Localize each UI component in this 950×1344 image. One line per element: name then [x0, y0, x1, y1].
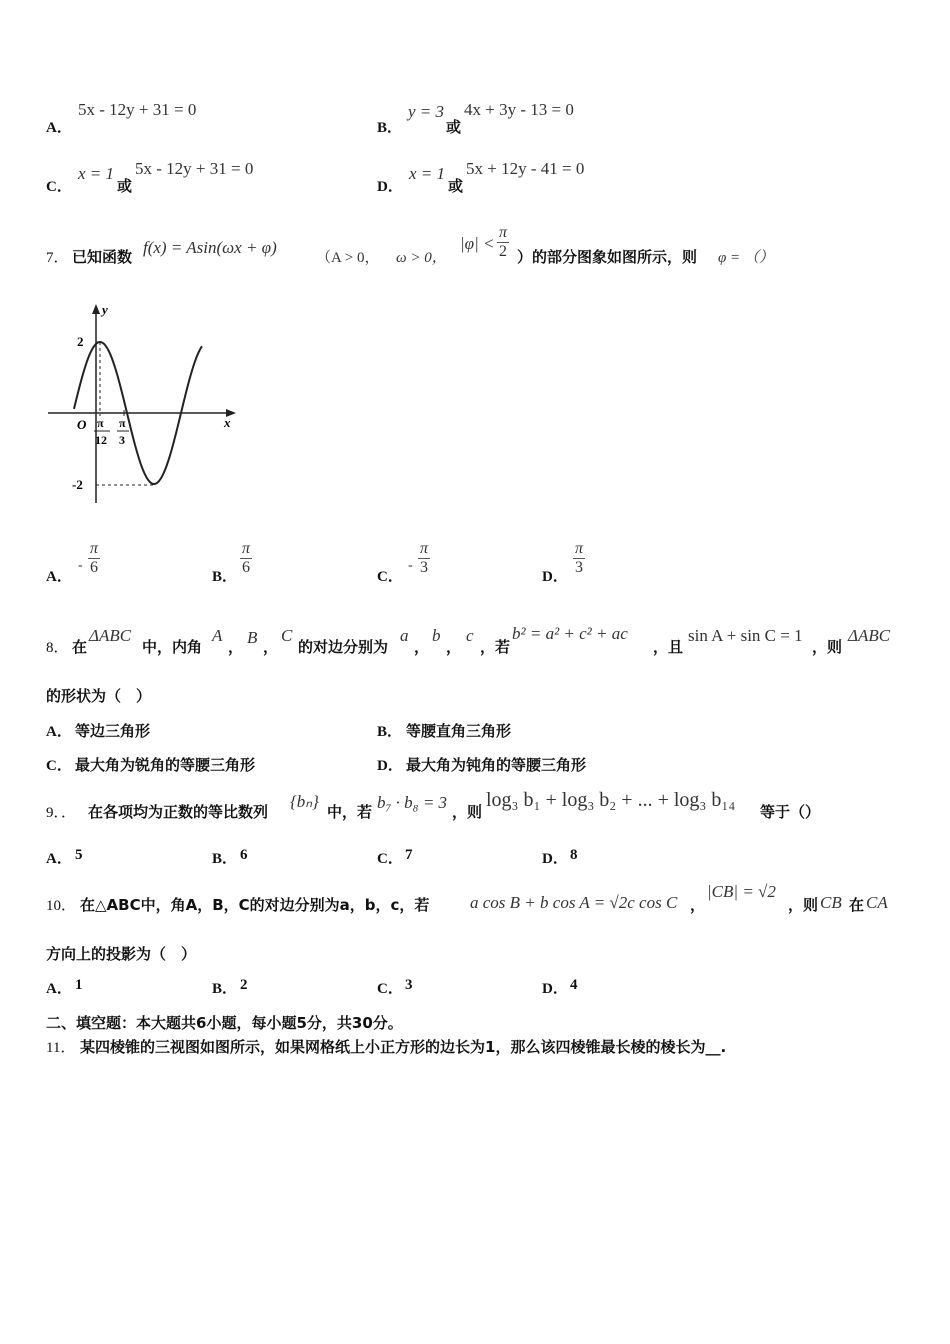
q11-text: 某四棱锥的三视图如图所示，如果网格纸上小正方形的边长为1，那么该四棱锥最长棱的棱长为__. — [80, 1038, 727, 1056]
q8-option-d-label: D． — [377, 758, 403, 774]
q7-sine-graph — [44, 298, 244, 508]
q7-cond3-fraction — [497, 224, 509, 261]
q7-cond3-den: 2 — [499, 243, 507, 260]
q10-line2: 方向上的投影为（ ） — [46, 945, 197, 963]
q6-option-c-label: C． — [46, 179, 72, 195]
q8-sep1: ， — [228, 638, 244, 656]
q7-option-c-num: π — [420, 540, 429, 557]
q7-option-c-sign: - — [408, 558, 413, 573]
q8-option-a-text: 等边三角形 — [75, 722, 151, 740]
q7-function: f(x) = Asin(ωx + φ) — [143, 238, 277, 257]
q9-text3: ，则 — [452, 803, 483, 821]
q10-option-c-text: 3 — [405, 977, 413, 993]
q7-text1: 已知函数 — [72, 248, 133, 266]
q10-option-c-label: C． — [377, 981, 403, 997]
q6-option-c-expr1: x = 1 — [78, 164, 115, 183]
q8-option-b-label: B． — [377, 724, 403, 740]
q8-side-a: a — [400, 626, 409, 645]
q7-option-d-label: D． — [542, 569, 568, 585]
q9-option-c-text: 7 — [405, 847, 413, 863]
q6-option-a-expr: 5x - 12y + 31 = 0 — [78, 100, 197, 119]
q9-option-b-text: 6 — [240, 847, 248, 863]
q7-option-d-den: 3 — [575, 559, 583, 576]
q10-vector-ca: CA — [866, 893, 888, 912]
q9-option-a-text: 5 — [75, 847, 83, 863]
q7-option-a-sign: - — [78, 558, 83, 573]
q10-equation2: |CB| = √2 — [707, 882, 776, 901]
q7-option-c-label: C． — [377, 569, 403, 585]
q6-option-d-expr1: x = 1 — [409, 164, 446, 183]
q8-option-c-text: 最大角为锐角的等腰三角形 — [75, 756, 256, 774]
q9-sequence: {bₙ} — [290, 792, 319, 811]
q6-option-b-expr1: y = 3 — [408, 102, 445, 121]
q8-side-b: b — [432, 626, 441, 645]
q8-sep4: ， — [446, 638, 462, 656]
q8-angle-b: B — [247, 628, 258, 647]
q6-option-b-label: B． — [377, 120, 403, 136]
q7-cond3: |φ| < — [460, 234, 495, 253]
q10-option-d-text: 4 — [570, 977, 578, 993]
q8-text4: ，若 — [480, 638, 511, 656]
q8-sep2: ， — [263, 638, 279, 656]
q7-option-d-num: π — [575, 540, 584, 557]
q7-cond1: （A > 0， — [316, 250, 380, 266]
q8-option-b-text: 等腰直角三角形 — [406, 722, 512, 740]
q8-angle-c: C — [281, 626, 293, 645]
q11-number: 11． — [46, 1040, 76, 1056]
q8-equation2: sin A + sin C = 1 — [688, 626, 803, 645]
q9-option-d-label: D． — [542, 851, 568, 867]
tick2-num: π — [119, 416, 126, 430]
q6-option-a-label: A． — [46, 120, 72, 136]
q8-line2: 的形状为（ ） — [46, 687, 152, 705]
x-axis-label: x — [224, 415, 231, 430]
q8-text6: ，则 — [812, 638, 843, 656]
q9-text4: 等于（） — [760, 803, 821, 821]
q7-option-c-frac — [418, 540, 430, 577]
q8-triangle: ΔABC — [89, 626, 132, 645]
q7-option-b-frac — [240, 540, 252, 577]
q10-option-b-text: 2 — [240, 977, 248, 993]
q7-text2: ）的部分图象如图所示，则 — [517, 248, 698, 266]
q8-number: 8． — [46, 640, 69, 656]
q9-option-c-label: C． — [377, 851, 403, 867]
q7-option-b-den: 6 — [242, 559, 250, 576]
q8-option-a-label: A． — [46, 724, 72, 740]
q10-text1: 在△ABC中，角A，B，C的对边分别为a，b，c，若 — [80, 896, 430, 914]
q7-option-b-label: B． — [212, 569, 238, 585]
q9-number: 9．． — [46, 805, 77, 821]
q8-angle-a: A — [212, 626, 223, 645]
q8-equation1: b² = a² + c² + ac — [512, 624, 628, 643]
origin-label: O — [77, 417, 87, 432]
q7-option-a-num: π — [90, 540, 99, 557]
q8-triangle2: ΔABC — [848, 626, 891, 645]
q10-option-a-text: 1 — [75, 977, 83, 993]
q6-option-c-expr2: 5x - 12y + 31 = 0 — [135, 159, 254, 178]
y-axis-arrow — [92, 304, 100, 314]
q10-text3: ，则 — [788, 896, 819, 914]
y-min-label: -2 — [72, 477, 83, 492]
q7-number: 7． — [46, 250, 69, 266]
q9-text2: 中，若 — [327, 803, 373, 821]
q7-text3: φ = （） — [718, 250, 774, 266]
q6-option-c-conn: 或 — [117, 177, 133, 195]
q8-option-d-text: 最大角为钝角的等腰三角形 — [406, 756, 587, 774]
q10-vector-cb: CB — [820, 893, 842, 912]
q9-option-d-text: 8 — [570, 847, 578, 863]
q8-sep3: ， — [414, 638, 430, 656]
q6-option-b-expr2: 4x + 3y - 13 = 0 — [464, 100, 574, 119]
q7-option-a-den: 6 — [90, 559, 98, 576]
tick2-den: 3 — [119, 433, 125, 447]
q6-option-d-expr2: 5x + 12y - 41 = 0 — [466, 159, 585, 178]
q10-option-b-label: B． — [212, 981, 238, 997]
q7-option-d-frac — [573, 540, 585, 577]
q10-option-a-label: A． — [46, 981, 72, 997]
q10-number: 10． — [46, 898, 77, 914]
q7-option-c-den: 3 — [420, 559, 428, 576]
q8-text2: 中，内角 — [142, 638, 203, 656]
q10-text4: 在 — [849, 896, 865, 914]
q7-cond2: ω > 0， — [396, 250, 447, 266]
tick1-num: π — [97, 416, 104, 430]
tick1-den: 12 — [95, 433, 107, 447]
q9-option-b-label: B． — [212, 851, 238, 867]
q10-text2: ， — [690, 896, 706, 914]
q8-text1: 在 — [72, 638, 88, 656]
q8-text3: 的对边分别为 — [298, 638, 389, 656]
q10-equation1: a cos B + b cos A = √2c cos C — [470, 893, 678, 912]
q6-option-b-conn: 或 — [446, 118, 462, 136]
q8-side-c: c — [466, 626, 474, 645]
y-max-label: 2 — [77, 334, 84, 349]
q10-option-d-label: D． — [542, 981, 568, 997]
q8-option-c-label: C． — [46, 758, 72, 774]
q7-cond3-num: π — [499, 224, 508, 241]
q6-option-d-label: D． — [377, 179, 403, 195]
q9-condition: b₇ · b₈ = 3 — [377, 793, 448, 812]
q7-option-a-frac — [88, 540, 100, 577]
q7-option-a-label: A． — [46, 569, 72, 585]
q9-option-a-label: A． — [46, 851, 72, 867]
q6-option-d-conn: 或 — [448, 177, 464, 195]
q9-expression: log₃ b₁ + log₃ b₂ + ... + log₃ b₁₄ — [486, 789, 736, 811]
q8-text5: ，且 — [653, 638, 684, 656]
q9-text1: 在各项均为正数的等比数列 — [88, 803, 269, 821]
q7-option-b-num: π — [242, 540, 251, 557]
section2-title: 二、填空题：本大题共6小题，每小题5分，共30分。 — [46, 1014, 403, 1032]
y-axis-label: y — [102, 302, 108, 317]
